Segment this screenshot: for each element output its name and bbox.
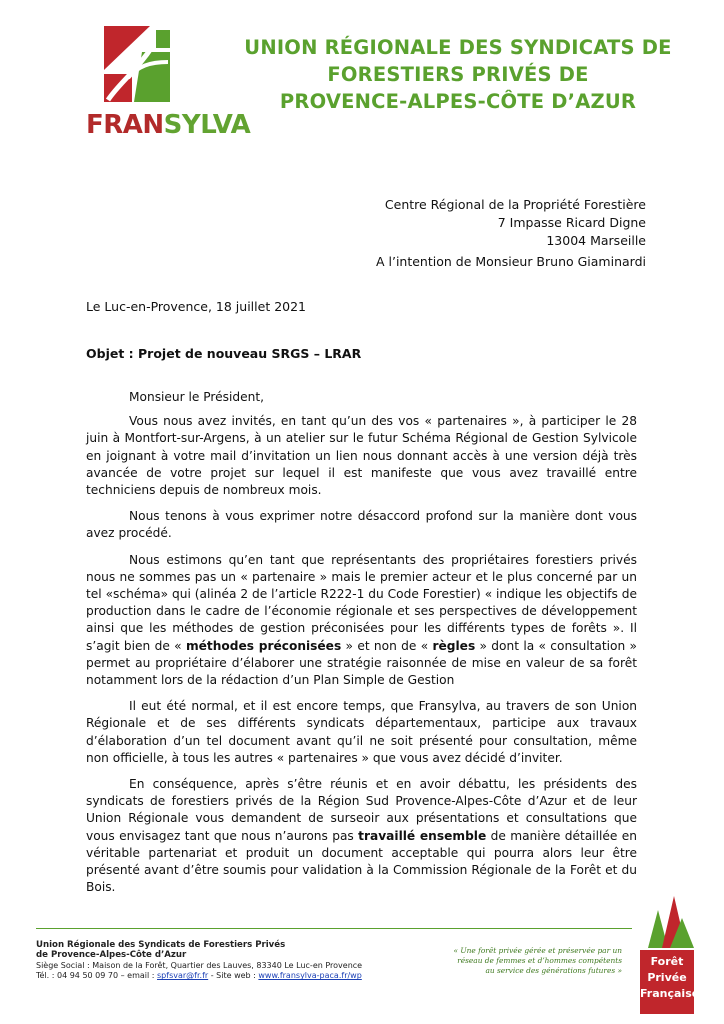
letter-subject: Objet : Projet de nouveau SRGS – LRAR: [86, 346, 362, 361]
footer-contact-line: [36, 971, 362, 981]
footer-website-link[interactable]: www.fransylva-paca.fr/wp: [258, 971, 362, 981]
paragraph-3-bold-1: méthodes préconisées: [185, 638, 342, 653]
footer-divider: [36, 928, 632, 929]
title-line-3: PROVENCE-ALPES-CÔTE D’AZUR: [279, 90, 637, 113]
quote-line-3: au service des générations futures »: [485, 966, 622, 975]
title-line-2: FORESTIERS PRIVÉS DE: [327, 63, 589, 86]
letterhead-title: [236, 34, 680, 115]
paragraph-2: Nous tenons à vous exprimer notre désaccord profond sur la manière dont vous avez procédé.: [86, 509, 637, 541]
paragraph-3-part-a: Nous estimons qu’en tant que représentants des propriétaires forestiers privés nous ne sommes pas un « partenaire » mais le premier acteur et le plus concerné par un tel «schéma» qui (alinéa 2 de l’article R222-1 du Code Forestier) « indique les objectifs de production dans le cadre de l’économie régionale et ses perspectives de développement ainsi que les méthodes de gestion préconisées pour les différents types de forêts ». Il s’agit bien de «: [86, 552, 637, 653]
fransylva-logo: [86, 22, 251, 142]
letter-body: [86, 389, 637, 905]
recipient-line-2: 7 Impasse Ricard Digne: [497, 215, 646, 230]
title-line-1: UNION RÉGIONALE DES SYNDICATS DE: [244, 36, 672, 59]
recipient-address: [385, 196, 646, 250]
badge-tree-icon: [640, 890, 694, 950]
badge-line-3: Française: [640, 987, 700, 1000]
recipient-line-3: 13004 Marseille: [546, 233, 646, 248]
fransylva-tree-icon: [98, 22, 174, 106]
paragraph-1: Vous nous avez invités, en tant qu’un des vos « partenaires », à participer le 28 juin à Montfort-sur-Argens, à un atelier sur le futur Schéma Régional de Gestion Sylvicole en joignant à votre mail d’invitation un lien nous donnant accès à une version déjà très avancée de votre projet sur lequel il est manifeste que vous avez travaillé entre techniciens depuis de nombreux mois.: [86, 414, 637, 498]
footer-contact: [36, 940, 362, 982]
paragraph-4: Il eut été normal, et il est encore temps, que Fransylva, au travers de son Union Régionale et de ses différents syndicats départementaux, participe aux travaux d’élaboration d’un tel document avant qu’il ne soit présenté pour consultation, même non officielle, à tous les autres « partenaires » que vous avez décidé d’inviter.: [86, 699, 637, 765]
paragraph-3-bold-2: règles: [432, 638, 476, 653]
paragraph-5: [86, 776, 637, 896]
footer-org-line-1: Union Régionale des Syndicats de Forestiers Privés: [36, 940, 286, 950]
paragraph-3: [86, 552, 637, 690]
footer-org-line-2: de Provence-Alpes-Côte d’Azur: [36, 950, 187, 961]
paragraph-5-bold: travaillé ensemble: [358, 828, 487, 843]
logo-sylva: SYLVA: [163, 110, 251, 140]
paragraph-5-part-a: En conséquence, après s’être réunis et en avoir débattu, les présidents des syndicats de forestiers privés de la Région Sud Provence-Alpes-Côte d’Azur et de leur Union Régionale vous demandent de surseoir aux présentations et consultations que vous envisagez tant que nous n’aurons pas: [86, 777, 637, 843]
badge-line-2: Privée: [647, 971, 687, 984]
foret-privee-francaise-badge: [640, 890, 700, 1014]
letter-date: Le Luc-en-Provence, 18 juillet 2021: [86, 299, 307, 314]
footer-address: Siège Social : Maison de la Forêt, Quartier des Lauves, 83340 Le Luc-en Provence: [36, 960, 363, 970]
footer-quote: [452, 946, 622, 976]
footer-web-label: - Site web :: [208, 971, 259, 981]
logo-fran: FRAN: [86, 110, 164, 140]
paragraph-3-part-c: » dont la « consultation » permet au propriétaire d’élaborer une stratégie raisonnée de mise en valeur de sa forêt notamment lors de la rédaction d’un Plan Simple de Gestion: [86, 638, 638, 688]
quote-line-2: réseau de femmes et d’hommes compétents: [457, 956, 622, 965]
recipient-line-1: Centre Régional de la Propriété Forestière: [384, 197, 646, 212]
quote-line-1: « Une forêt privée gérée et préservée par un: [453, 946, 622, 955]
paragraph-3-part-b: » et non de «: [341, 638, 433, 653]
paragraph-5-part-b: de manière détaillée en véritable partenariat et produit un document acceptable qui pourra alors leur être présenté avant d’être soumis pour validation à la Commission Régionale de la Forêt et du Bois.: [86, 828, 637, 895]
salutation: Monsieur le Président,: [129, 390, 265, 404]
badge-text: [640, 954, 700, 1002]
badge-line-1: Forêt: [650, 955, 684, 968]
badge-tree-area: [640, 890, 694, 950]
attention-line: A l’intention de Monsieur Bruno Giaminardi: [375, 254, 646, 269]
footer-email-link[interactable]: spfsvar@fr.fr: [157, 971, 209, 981]
footer-phone: Tél. : 04 94 50 09 70 – email :: [36, 971, 157, 981]
logo-wordmark: [86, 110, 250, 140]
